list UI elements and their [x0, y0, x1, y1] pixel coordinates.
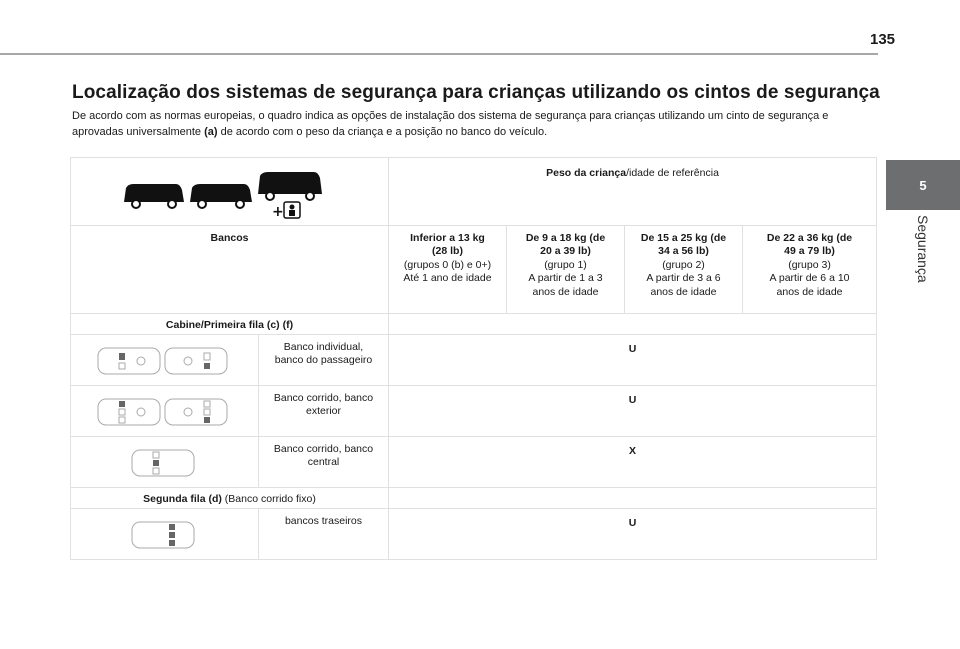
car-seat-diagram-icon — [164, 344, 228, 378]
seat-description — [259, 436, 389, 487]
col1-line4: Até 1 ano de idade — [403, 272, 492, 284]
chapter-tab[interactable]: 5 — [886, 160, 960, 210]
seat-value — [389, 385, 877, 436]
bancos-header-cell — [71, 225, 389, 313]
col4-line1: De 22 a 36 kg (de — [766, 231, 853, 244]
car-seat-diagram-icon — [97, 395, 161, 429]
col4-line4: A partir de 6 a 10 — [769, 272, 850, 284]
col3-line4: A partir de 3 a 6 — [646, 272, 721, 284]
seat-description — [259, 508, 389, 559]
intro-text-before: De acordo com as normas europeias, o quadro indica as opções de instalação dos sistema de segurança para crianças utilizando um cinto de segurança e aprovadas universalmente — [72, 110, 829, 138]
col3-line2: 34 a 56 lb) — [658, 245, 709, 257]
seat-value-text: X — [629, 444, 637, 457]
seat-value-text: U — [628, 516, 637, 529]
seat-line1: Banco corrido, banco — [273, 391, 374, 404]
column-header-3 — [625, 225, 743, 313]
seat-line2: banco do passageiro — [274, 354, 373, 366]
seat-icon-cell — [71, 385, 259, 436]
intro-paragraph — [72, 108, 877, 140]
section-second-row — [71, 487, 389, 508]
car-seat-diagram-icon — [131, 446, 195, 480]
header-divider — [0, 53, 878, 55]
car-seat-diagram-icon — [164, 395, 228, 429]
col2-line2: 20 a 39 lb) — [540, 245, 591, 257]
seat-line2: exterior — [305, 405, 341, 417]
col4-line3: (grupo 3) — [788, 258, 831, 271]
section-front-row — [71, 313, 389, 334]
weight-header-rest: /idade de referência — [626, 167, 719, 179]
col3-line3: (grupo 2) — [662, 258, 705, 271]
chapter-label: Segurança — [915, 215, 931, 283]
col2-line5: anos de idade — [532, 285, 599, 298]
car-seat-diagram-icon — [97, 344, 161, 378]
seat-value-text: U — [628, 393, 637, 406]
column-header-1 — [389, 225, 507, 313]
page-title: Localização dos sistemas de segurança para crianças utilizando os cintos de segurança — [72, 82, 880, 103]
col2-line4: A partir de 1 a 3 — [528, 272, 603, 284]
bancos-label: Bancos — [210, 231, 249, 244]
section-second-row-bold: Segunda fila (d) — [143, 492, 222, 505]
col3-line1: De 15 a 25 kg (de — [640, 231, 727, 244]
column-header-2 — [507, 225, 625, 313]
seat-value — [389, 334, 877, 385]
section-second-row-spacer — [389, 487, 877, 508]
chapter-label-container — [886, 215, 960, 325]
col1-line3: (grupos 0 (b) e 0+) — [403, 258, 492, 271]
svg-text:+: + — [271, 204, 284, 220]
child-seat-table — [70, 157, 877, 560]
seat-value-text: U — [628, 342, 637, 355]
vehicle-icons-cell — [71, 158, 389, 226]
col4-line5: anos de idade — [776, 285, 843, 298]
column-header-4 — [743, 225, 877, 313]
col1-line2: (28 lb) — [432, 245, 463, 257]
car-seat-diagram-icon — [131, 518, 195, 552]
page-number: 135 — [870, 31, 896, 48]
seat-value — [389, 508, 877, 559]
seat-description — [259, 334, 389, 385]
intro-ref: (a) — [204, 126, 218, 138]
col3-line5: anos de idade — [650, 285, 717, 298]
weight-header-cell — [389, 158, 877, 226]
weight-header-bold: Peso da criança — [546, 167, 627, 179]
col4-line2: 49 a 79 lb) — [784, 245, 835, 257]
section-front-row-spacer — [389, 313, 877, 334]
col2-line3: (grupo 1) — [544, 258, 587, 271]
section-front-row-label: Cabine/Primeira fila (c) (f) — [165, 318, 294, 331]
col1-line1: Inferior a 13 kg — [410, 231, 485, 244]
seat-line2: central — [307, 456, 340, 468]
seat-icon-cell — [71, 334, 259, 385]
col2-line1: De 9 a 18 kg (de — [525, 231, 606, 244]
seat-line1: bancos traseiros — [284, 514, 363, 527]
seat-line1: Banco corrido, banco — [273, 442, 374, 455]
vehicle-variants-icon — [120, 164, 340, 220]
intro-text-after: de acordo com o peso da criança e a posição no banco do veículo. — [217, 126, 548, 138]
seat-icon-cell — [71, 508, 259, 559]
seat-description — [259, 385, 389, 436]
seat-value — [389, 436, 877, 487]
seat-icon-cell — [71, 436, 259, 487]
section-second-row-rest: (Banco corrido fixo) — [221, 492, 316, 505]
seat-line1: Banco individual, — [283, 340, 364, 353]
